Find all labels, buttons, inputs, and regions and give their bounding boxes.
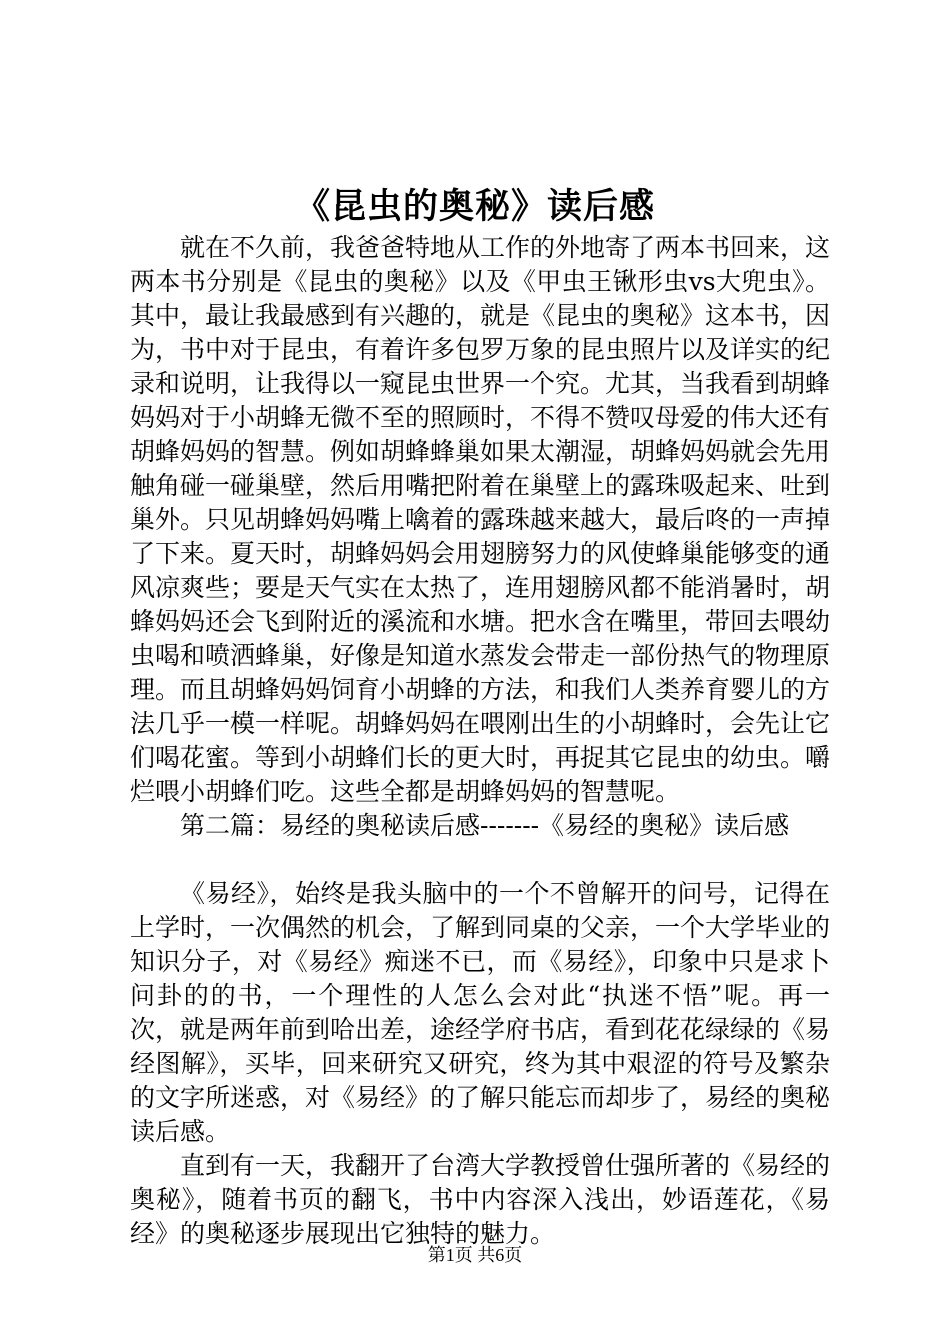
paragraph: 第二篇：易经的奥秘读后感-------《易经的奥秘》读后感 (180, 811, 790, 840)
paragraph: 《易经》，始终是我头脑中的一个不曾解开的问号，记得在上学时，一次偶然的机会，了解到同桌的父亲，一个大学毕业的知识分子，对《易经》痴迷不已，而《易经》，印象中只是求卜问卦的的书，一个理性的人怎么会对此“执迷不悟”呢。再一次，就是两年前到哈出差，途经学府书店，看到花花绿绿的《易经图解》，买毕，回来研究又研究，终为其中艰涩的符号及繁杂的文字所迷惑，对《易经》的了解只能忘而却步了，易经的奥秘读后感。 (130, 879, 831, 1146)
page-number: 第1页 共6页 (427, 1245, 523, 1265)
document-body (130, 231, 830, 1251)
document-title: 《昆虫的奥秘》读后感 (294, 186, 655, 227)
paragraph: 直到有一天，我翻开了台湾大学教授曾仕强所著的《易经的奥秘》，随着书页的翻飞，书中内容深入浅出，妙语莲花，《易经》的奥秘逐步展现出它独特的魅力。 (130, 1151, 831, 1248)
paragraph: 就在不久前，我爸爸特地从工作的外地寄了两本书回来，这两本书分别是《昆虫的奥秘》以及《甲虫王锹形虫vs大兜虫》。其中，最让我最感到有兴趣的，就是《昆虫的奥秘》这本书，因为，书中对于昆虫，有着许多包罗万象的昆虫照片以及详实的纪录和说明，让我得以一窥昆虫世界一个究。尤其，当我看到胡蜂妈妈对于小胡蜂无微不至的照顾时，不得不赞叹母爱的伟大还有胡蜂妈妈的智慧。例如胡蜂蜂巢如果太潮湿，胡蜂妈妈就会先用触角碰一碰巢壁，然后用嘴把附着在巢壁上的露珠吸起来、吐到巢外。只见胡蜂妈妈嘴上噙着的露珠越来越大，最后咚的一声掉了下来。夏天时，胡蜂妈妈会用翅膀努力的风使蜂巢能够变的通风凉爽些；要是天气实在太热了，连用翅膀风都不能消暑时，胡蜂妈妈还会飞到附近的溪流和水塘。把水含在嘴里，带回去喂幼虫喝和喷洒蜂巢，好像是知道水蒸发会带走一部份热气的物理原理。而且胡蜂妈妈饲育小胡蜂的方法，和我们人类养育婴儿的方法几乎一模一样呢。胡蜂妈妈在喂刚出生的小胡蜂时，会先让它们喝花蜜。等到小胡蜂们长的更大时，再捉其它昆虫的幼虫。嚼烂喂小胡蜂们吃。这些全都是胡蜂妈妈的智慧呢。 (130, 233, 831, 806)
paragraph-spacer (130, 843, 830, 877)
